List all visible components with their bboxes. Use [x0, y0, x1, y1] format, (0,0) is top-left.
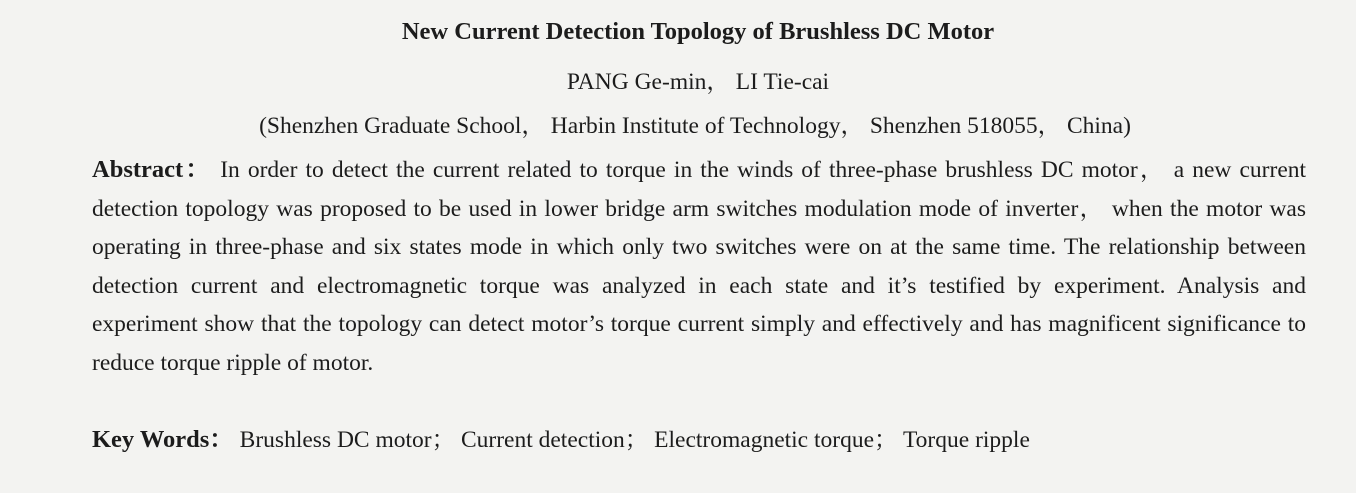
keywords-text: Brushless DC motor； Current detection； Electromagnetic torque； Torque ripple — [239, 427, 1030, 453]
keywords-line — [92, 421, 1306, 460]
abstract-label: Abstract： — [92, 156, 213, 183]
abstract-text: In order to detect the current related to torque in the winds of three-phase brushless DC motor， a new current detection topology was proposed to be used in lower bridge arm switches modulation mode of inverter， when the motor was operating in three-phase and six states mode in which only two switches were on at the same time. The relationship between detection current and electromagnetic torque was analyzed in each state and it’s testified by experiment. Analysis and experiment show that the topology can detect motor’s torque current simply and effectively and has magnificent significance to reduce torque ripple of motor. — [92, 157, 1307, 376]
paper-affiliation: (Shenzhen Graduate School， Harbin Institute of Technology， Shenzhen 518055， China) — [259, 113, 1131, 139]
paper-title: New Current Detection Topology of Brushless DC Motor — [401, 18, 995, 45]
abstract-paragraph — [92, 151, 1306, 382]
keywords-label: Key Words： — [92, 426, 234, 453]
paper-authors: PANG Ge-min， LI Tie-cai — [566, 69, 830, 95]
